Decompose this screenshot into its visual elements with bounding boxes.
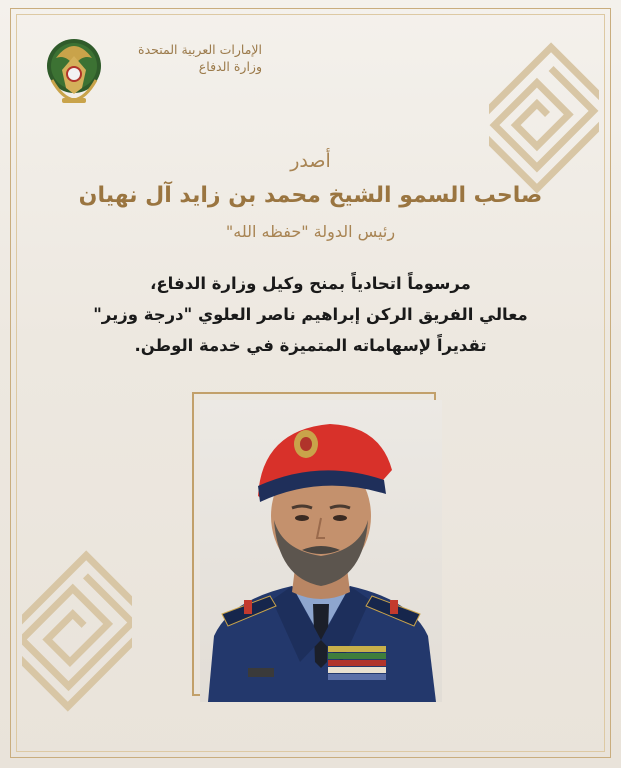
officer-portrait <box>200 400 442 702</box>
issued-label: أصدر <box>290 150 331 172</box>
issuer-name: صاحب السمو الشيخ محمد بن زايد آل نهيان <box>78 183 543 208</box>
decree-line: معالي الفريق الركن إبراهيم ناصر العلوي "درجة وزير" <box>93 305 528 324</box>
decree-line: تقديراً لإسهاماته المتميزة في خدمة الوطن. <box>134 336 487 355</box>
decree-text <box>40 268 581 361</box>
ministry-emblem-icon <box>42 36 106 106</box>
country-name: الإمارات العربية المتحدة <box>138 42 262 57</box>
kufic-pattern-bottom-left <box>22 516 132 746</box>
medal-ribbons <box>328 646 386 680</box>
portrait-photo <box>200 400 442 702</box>
ministry-header <box>112 42 262 76</box>
issuer-title: رئيس الدولة "حفظه الله" <box>225 222 396 241</box>
portrait-frame <box>192 392 442 702</box>
decree-line: مرسوماً اتحادياً بمنح وكيل وزارة الدفاع، <box>150 274 471 293</box>
ministry-name: وزارة الدفاع <box>198 59 262 74</box>
